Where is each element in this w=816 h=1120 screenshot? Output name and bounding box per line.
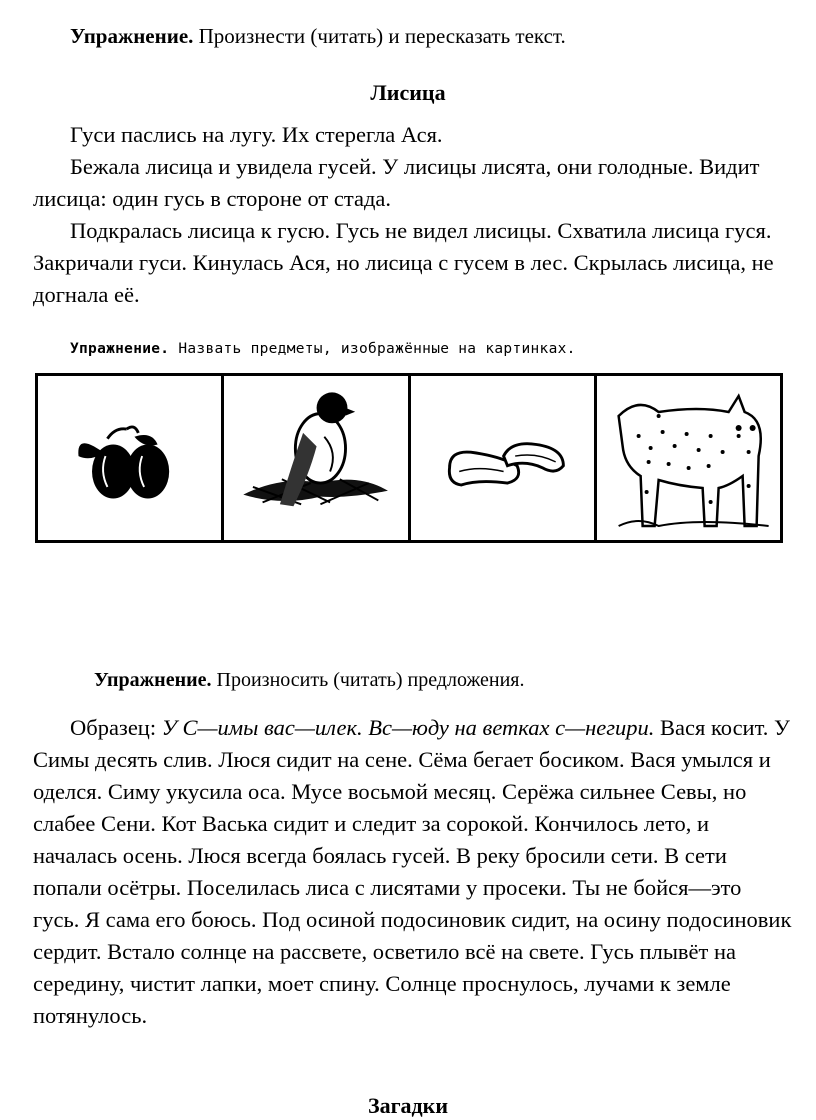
exercise-label: Упражнение. [70,341,170,357]
picture-cell-sausages [411,376,597,540]
picture-cell-bullfinch [224,376,410,540]
pictures-panel [35,373,783,543]
sentences-paragraph [33,712,793,1032]
exercise-text: Произносить (читать) предложения. [216,669,525,691]
sentences-text: Вася косит. У Симы десять слив. Люся сидит на сене. Сёма бегает босиком. Вася умылся и оделся. Симу укусила оса. Мусе восьмой месяц. Серёжа сильнее Севы, но слабее Сени. Кот Васька сидит и следит за сорокой. Кончилось лето, и началась осень. Люся всегда боялась гусей. В реку бросили сети. В сети попали осётры. Поселилась лиса с лисятами у просеки. Ты не бойся—это гусь. Я сама его боюсь. Под осиной подосиновик сидит, на осину подосиновик сердит. Встало солнце на рассвете, осветило всё на свете. Гусь плывёт на середину, чистит лапки, моет спину. Солнце проснулось, лучами к земле потянулось. [33,715,792,1028]
riddles-title: Загадки [367,1093,449,1118]
story-paragraph-2: Бежала лисица и увидела гусей. У лисицы лисята, они голодные. Видит лисица: один гусь в стороне от стада. [33,154,760,211]
sample-label: Образец: [70,715,157,740]
sausages-icon [411,376,594,540]
exercise-text: Назвать предметы, изображённые на картинках. [178,341,576,357]
lynx-icon [597,376,780,540]
exercise-2-instruction [70,341,576,357]
picture-cell-lynx [597,376,780,540]
plums-icon [38,376,221,540]
exercise-3-instruction [94,669,525,692]
exercise-label: Упражнение. [94,669,212,691]
exercise-text: Произнести (читать) и пересказать текст. [198,24,566,48]
exercise-label: Упражнение. [70,24,194,48]
story-paragraph-1: Гуси паслись на лугу. Их стерегла Ася. [70,122,443,147]
story-title: Лисица [370,80,446,105]
picture-cell-plums [38,376,224,540]
exercise-1-instruction [70,24,566,49]
story-paragraph-3: Подкралась лисица к гусю. Гусь не видел лисицы. Схватила лисица гуся. Закричали гуси. Кинулась Ася, но лисица с гусем в лес. Скрылась лисица, не догнала её. [33,218,774,307]
sample-example: У С—имы вас—илек. Вс—юду на ветках с—негири. [161,715,655,740]
bullfinch-icon [224,376,407,540]
